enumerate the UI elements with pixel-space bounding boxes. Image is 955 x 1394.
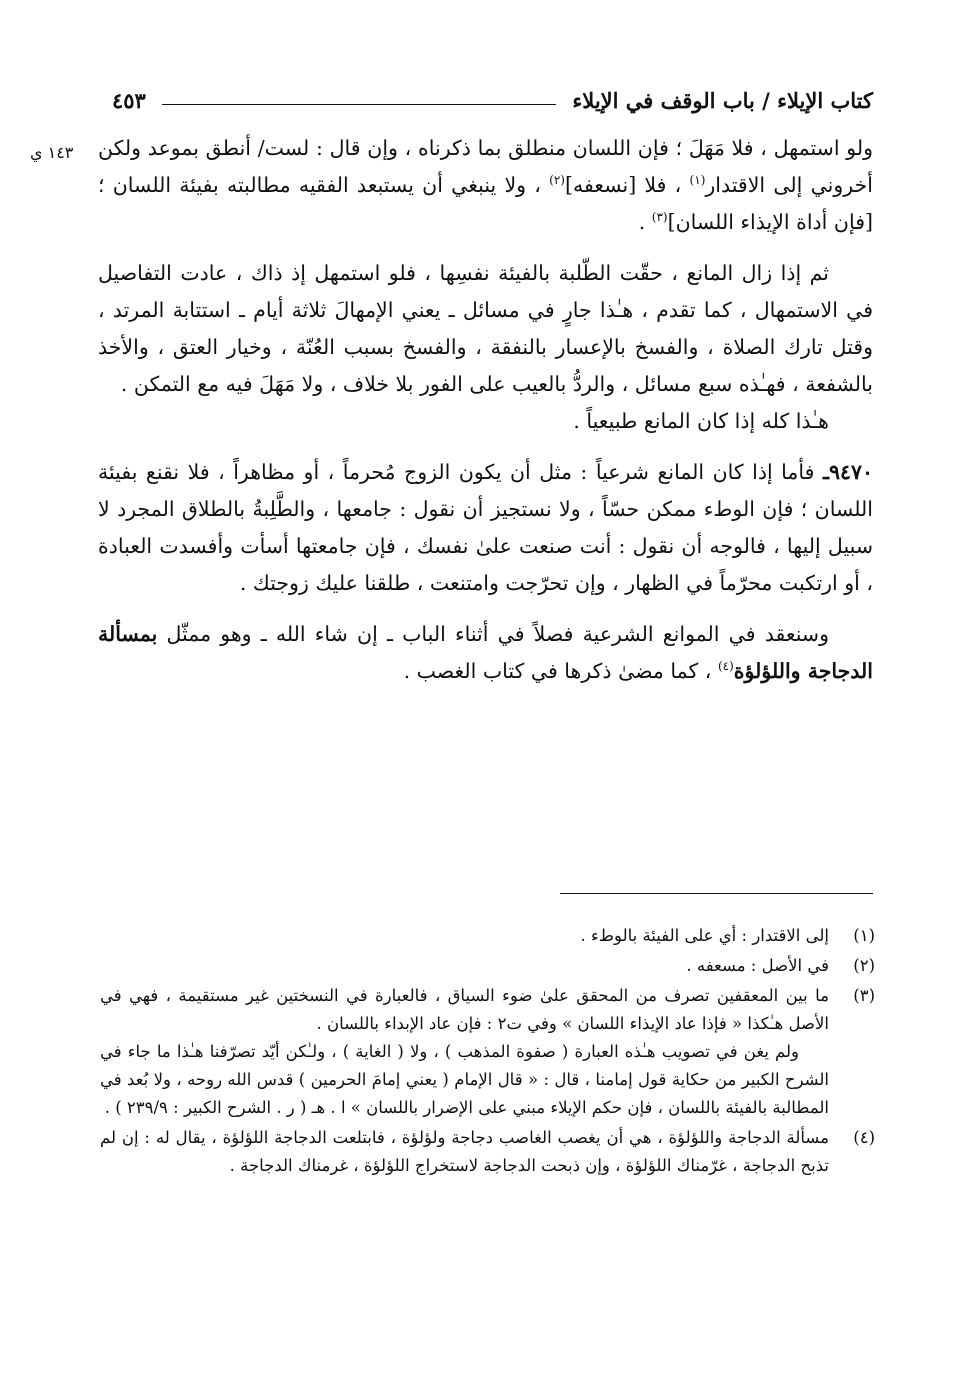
paragraph-1 [98, 130, 873, 241]
footnote-text [100, 952, 829, 980]
footnote-ref-4: (٤) [717, 659, 734, 674]
paragraph-1-text-a: ولو استمهل ، فلا مَهَلَ ؛ فإن اللسان منطلق بما ذكرناه ، وإن قال : لست/ أنطق بموعد ولكن أخروني إلى الاقتدار [98, 136, 873, 197]
footnote-line: إلى الاقتدار : أي على الفيئة بالوطء . [580, 926, 829, 945]
footnote-3 [100, 982, 875, 1122]
paragraph-3: هـٰذا كله إذا كان المانع طبيعياً . [573, 409, 829, 433]
footnote-ref-1: (١) [689, 173, 706, 188]
paragraph-5 [98, 616, 873, 690]
paragraph-1-text-d: . [638, 210, 646, 234]
footnote-line: ولم يغن في تصويب هـٰذه العبارة ( صفوة المذهب ) ، ولا ( الغاية ) ، ولـٰكن أيّد تصرّفنا هـٰذا ما جاء في الشرح الكبير من حكاية قول إمامنا ، قال : « قال الإمام ( يعني إمامَ الحرمين ) قدس الله روحه ، ولا بُعد في المطالبة بالفيئة باللسان ، فإن حكم الإيلاء مبني على الإضرار باللسان » ا . هـ ( ر . الشرح الكبير : ٢٣٩/٩ ) . [100, 1042, 829, 1117]
footnote-separator [560, 893, 873, 894]
footnote-4 [100, 1124, 875, 1180]
chapter-title: كتاب الإيلاء / باب الوقف في الإيلاء [572, 87, 873, 113]
footnote-number: (٤) [853, 1128, 875, 1147]
footnote-text [100, 982, 829, 1122]
footnote-line: ما بين المعقفين تصرف من المحقق علىٰ ضوء السياق ، فالعبارة في النسختين غير مستقيمة ، فهي في الأصل هـٰكذا « فإذا عاد الإيذاء اللسان » وفي ت٢ : فإن عاد الإبداء باللسان . [100, 986, 829, 1033]
footnote-1 [100, 922, 875, 950]
margin-folio-note: ١٤٣ ي [30, 143, 74, 162]
footnote-2 [100, 952, 875, 980]
main-text [98, 130, 873, 690]
paragraph-4-text: فأما إذا كان المانع شرعياً : مثل أن يكون الزوج مُحرماً ، أو مظاهراً ، فلا نقنع بفيئة اللسان ؛ فإن الوطء ممكن حسّاً ، ولا نستجيز أن نقول : جامعها ، والطَّلِبةُ بالطلاق المجرد لا سبيل إليها ، فالوجه أن نقول : أنت صنعت علىٰ نفسك ، فإن جامعتها أسأت وأفسدت العبادة ، أو ارتكبت محرّماً في الظهار ، وإن تحرّجت وامتنعت ، طلقنا عليك زوجتك . [98, 460, 873, 595]
paragraph-1-text-b: ، فلا [نسعفه] [564, 173, 682, 197]
paragraph-5-bold-term: بمسألة الدجاجة واللؤلؤة [98, 622, 873, 683]
footnote-number: (٣) [853, 986, 875, 1005]
page-number: ٤٥٣ [112, 87, 146, 113]
paragraph-5-text-end: ، كما مضىٰ ذكرها في كتاب الغصب . [403, 659, 712, 683]
paragraph-2: ثم إذا زال المانع ، حقّت الطّلبة بالفيئة نفسِها ، فلو استمهل إذ ذاك ، عادت التفاصيل في الاستمهال ، كما تقدم ، هـٰذا جارٍ في مسائل ـ يعني الإمهالَ ثلاثة أيام ـ استتابة المرتد ، وقتل تارك الصلاة ، والفسخ بالإعسار بالنفقة ، والفسخ بسبب العُنّة ، وخيار العتق ، والأخذ بالشفعة ، فهـٰذه سبع مسائل ، والردُّ بالعيب على الفور بلا خلاف ، ولا مَهَلَ فيه مع التمكن . [98, 261, 873, 396]
running-header [112, 80, 873, 120]
paragraph-4 [98, 454, 873, 602]
paragraph-5-text: وسنعقد في الموانع الشرعية فصلاً في أثناء الباب ـ إن شاء الله ـ وهو ممثّل [166, 622, 829, 646]
header-rule [162, 104, 557, 105]
paragraph-1-text-c: ، ولا ينبغي أن يستبعد الفقيه مطالبته بفيئة اللسان ؛ [فإن أداة الإيذاء اللسان] [98, 173, 873, 234]
issue-number: ٩٤٧٠ـ [822, 460, 873, 484]
footnote-ref-2: (٢) [549, 173, 565, 188]
footnote-line: مسألة الدجاجة واللؤلؤة ، هي أن يغصب الغاصب دجاجة ولؤلؤة ، فابتلعت الدجاجة اللؤلؤة ، يقال له : إن لم تذبح الدجاجة ، غرّمناك اللؤلؤة ، وإن ذبحت الدجاجة لاستخراج اللؤلؤة ، غرمناك الدجاجة . [100, 1128, 829, 1175]
footnote-text [100, 922, 829, 950]
footnote-number: (١) [853, 926, 875, 945]
footnote-ref-3: (٣) [651, 210, 668, 225]
footnotes [100, 922, 875, 1182]
footnote-text [100, 1124, 829, 1180]
footnote-line: في الأصل : مسعفه . [686, 956, 829, 975]
footnote-number: (٢) [853, 956, 875, 975]
